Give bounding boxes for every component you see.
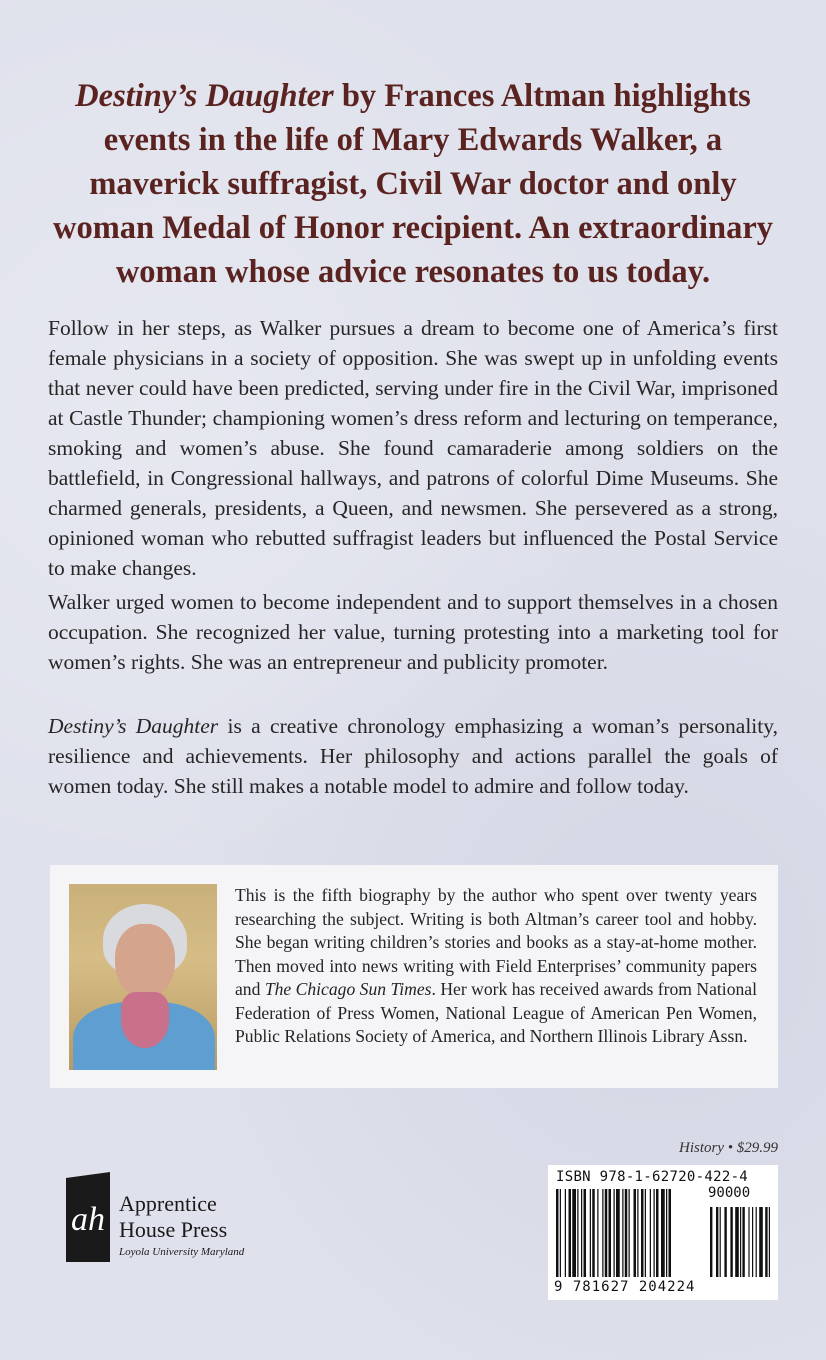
publisher-name: Apprentice House Press <box>119 1191 228 1242</box>
svg-text:ah: ah <box>71 1201 105 1238</box>
para3-title: Destiny’s Daughter <box>48 714 219 738</box>
headline-text: by Frances Altman highlights events in the life of Mary Edwards Walker, a maverick suffragist, Civil War doctor and only woman Medal of Honor recipient. An extraordinary woman whose advice resonates to us today. <box>52 78 774 290</box>
author-bio-text: This is the fifth biography by the author who spent over twenty years researching the subject. Writing is both Altman’s career tool and hobby. She began writing children’s stories and books as a stay-at-home mother. Then moved into news writing with Field Enterprises’ community papers and The Chicago Sun Times. Her work has received awards from National Federation of Press Women, National League of American Pen Women, Public Relations Society of America, and Northern Illinois Library Assn. <box>235 885 757 1046</box>
description-paragraph-3 <box>48 711 778 801</box>
author-bio-box <box>50 865 778 1088</box>
publisher-affiliation: Loyola University Maryland <box>119 1246 245 1258</box>
headline-title: Destiny’s Daughter <box>75 78 334 114</box>
author-photo <box>69 884 217 1070</box>
barcode-bars <box>556 1189 770 1281</box>
description-paragraph-1: Follow in her steps, as Walker pursues a dream to become one of America’s first female physicians in a society of opposition. She was swept up in unfolding events that never could have been predicted, serving under fire in the Civil War, imprisoned at Castle Thunder; championing women’s dress reform and lecturing on temperance, smoking and women’s abuse. She found camaraderie among soldiers on the battlefield, in Congressional hallways, and patrons of colorful Dime Museums. She charmed generals, presidents, a Queen, and newsmen. She persevered as a strong, opinioned woman who rebutted suffragist leaders but influenced the Postal Service to make changes. <box>48 316 778 580</box>
genre-price: History • $29.99 <box>678 1140 778 1156</box>
barcode-addon: 90000 <box>708 1185 751 1201</box>
publisher-logo-icon <box>66 1172 114 1264</box>
isbn-barcode <box>548 1165 778 1300</box>
headline <box>40 74 786 294</box>
description-paragraph-2: Walker urged women to become independent and to support themselves in a chosen occupation. She recognized her value, turning protesting into a marketing tool for women’s rights. She was an entrepreneur and publicity promoter. <box>48 590 778 674</box>
newspaper-name: The Chicago Sun Times <box>264 979 432 999</box>
isbn-label: ISBN 978-1-62720-422-4 <box>556 1169 749 1185</box>
para3-text: is a creative chronology emphasizing a woman’s personality, resilience and achievements. Her philosophy and actions parallel the goals of women today. She still makes a notable model to admire and follow today. <box>48 714 778 798</box>
ean-digits: 9 781627 204224 <box>554 1279 696 1295</box>
